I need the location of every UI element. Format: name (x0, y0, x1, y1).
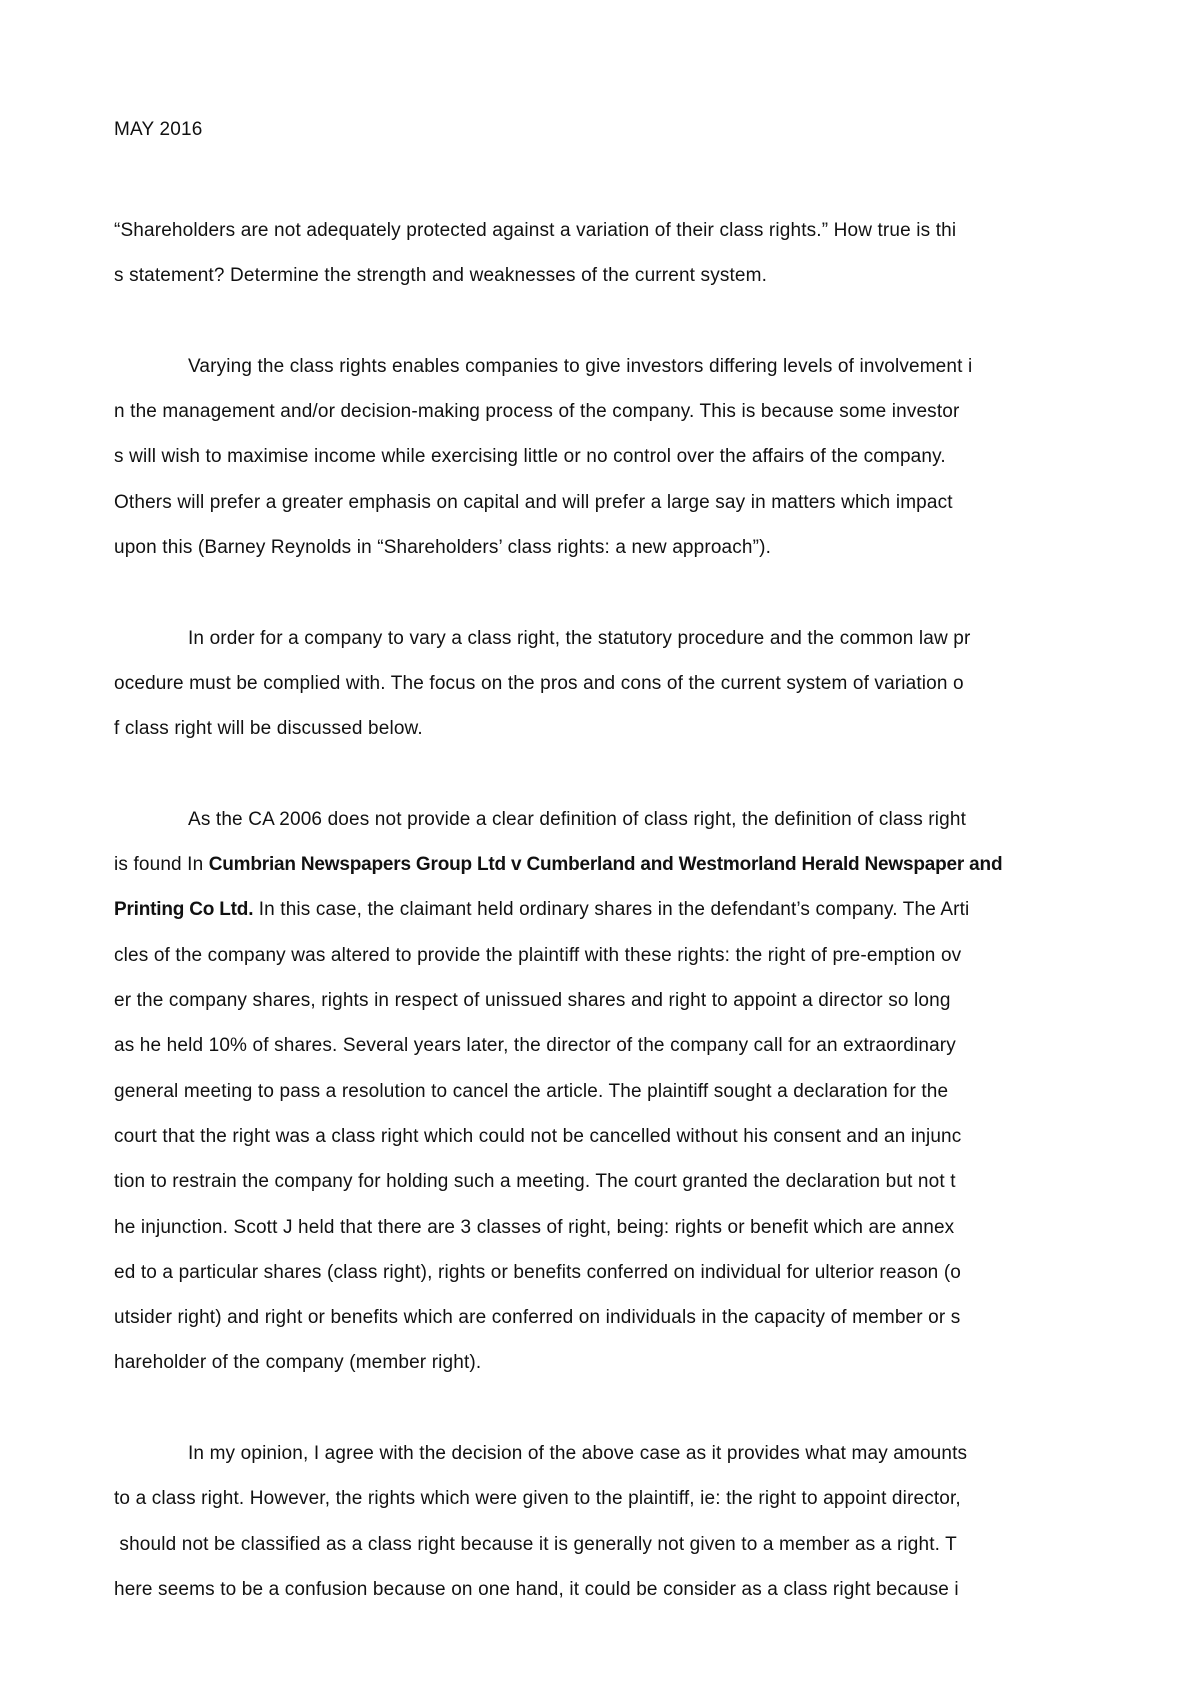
paragraph-1 (114, 344, 1094, 570)
paragraph-line: In my opinion, I agree with the decision of the above case as it provides what may amounts (188, 1443, 968, 1465)
paragraph-line: tion to restrain the company for holding such a meeting. The court granted the declaration but not t (114, 1171, 956, 1193)
paragraph-2 (114, 616, 1094, 752)
document-body (114, 208, 1094, 1612)
paragraph-line: Others will prefer a greater emphasis on capital and will prefer a large say in matters which impact (114, 491, 953, 513)
paragraph-line: f class right will be discussed below. (114, 718, 423, 740)
paragraph-line: er the company shares, rights in respect of unissued shares and right to appoint a director so long (114, 990, 951, 1012)
paragraph-line (114, 887, 1094, 932)
paragraph-line: n the management and/or decision-making process of the company. This is because some investor (114, 401, 960, 423)
paragraph-line: as he held 10% of shares. Several years later, the director of the company call for an extraordinary (114, 1035, 956, 1057)
paragraph-line: As the CA 2006 does not provide a clear definition of class right, the definition of class right (188, 808, 967, 830)
case-name-part-2: Printing Co Ltd. (114, 899, 254, 921)
question-line: s statement? Determine the strength and weaknesses of the current system. (114, 265, 768, 287)
paragraph-line: In order for a company to vary a class right, the statutory procedure and the common law pr (188, 627, 971, 649)
paragraph-line: he injunction. Scott J held that there are 3 classes of right, being: rights or benefit which are annex (114, 1216, 955, 1238)
document-date: MAY 2016 (114, 119, 203, 140)
case-name-part-1: Cumbrian Newspapers Group Ltd v Cumberland and Westmorland Herald Newspaper and (208, 854, 1003, 876)
line-text: is found In (114, 854, 209, 876)
paragraph-line: here seems to be a confusion because on one hand, it could be consider as a class right because i (114, 1578, 959, 1600)
paragraph-line: ocedure must be complied with. The focus on the pros and cons of the current system of variation o (114, 672, 964, 694)
paragraph-line: hareholder of the company (member right). (114, 1352, 482, 1374)
paragraph-gap (114, 299, 1094, 344)
paragraph-line: cles of the company was altered to provide the plaintiff with these rights: the right of pre-emption ov (114, 944, 962, 966)
paragraph-line: ed to a particular shares (class right), rights or benefits conferred on individual for ulterior reason (o (114, 1261, 962, 1283)
paragraph-3 (114, 797, 1094, 1386)
paragraph-line: s will wish to maximise income while exercising little or no control over the affairs of the company. (114, 446, 946, 468)
paragraph-line: Varying the class rights enables companies to give investors differing levels of involvement i (188, 355, 973, 377)
paragraph-line: should not be classified as a class right because it is generally not given to a member as a right. T (114, 1533, 957, 1555)
paragraph-gap (114, 752, 1094, 797)
paragraph-line: upon this (Barney Reynolds in “Shareholders’ class rights: a new approach”). (114, 537, 772, 559)
line-text: In this case, the claimant held ordinary shares in the defendant’s company. The Arti (253, 899, 970, 921)
paragraph-4 (114, 1431, 1094, 1612)
paragraph-line: general meeting to pass a resolution to cancel the article. The plaintiff sought a declaration for the (114, 1080, 949, 1102)
paragraph-gap (114, 570, 1094, 615)
paragraph-line: utsider right) and right or benefits which are conferred on individuals in the capacity of member or s (114, 1307, 961, 1329)
paragraph-line: court that the right was a class right which could not be cancelled without his consent and an injunc (114, 1125, 962, 1147)
question-paragraph (114, 208, 1094, 299)
paragraph-line: to a class right. However, the rights which were given to the plaintiff, ie: the right to appoint director, (114, 1488, 961, 1510)
question-line: “Shareholders are not adequately protected against a variation of their class rights.” How true is thi (114, 220, 957, 241)
paragraph-line (114, 842, 1094, 887)
paragraph-gap (114, 1386, 1094, 1431)
